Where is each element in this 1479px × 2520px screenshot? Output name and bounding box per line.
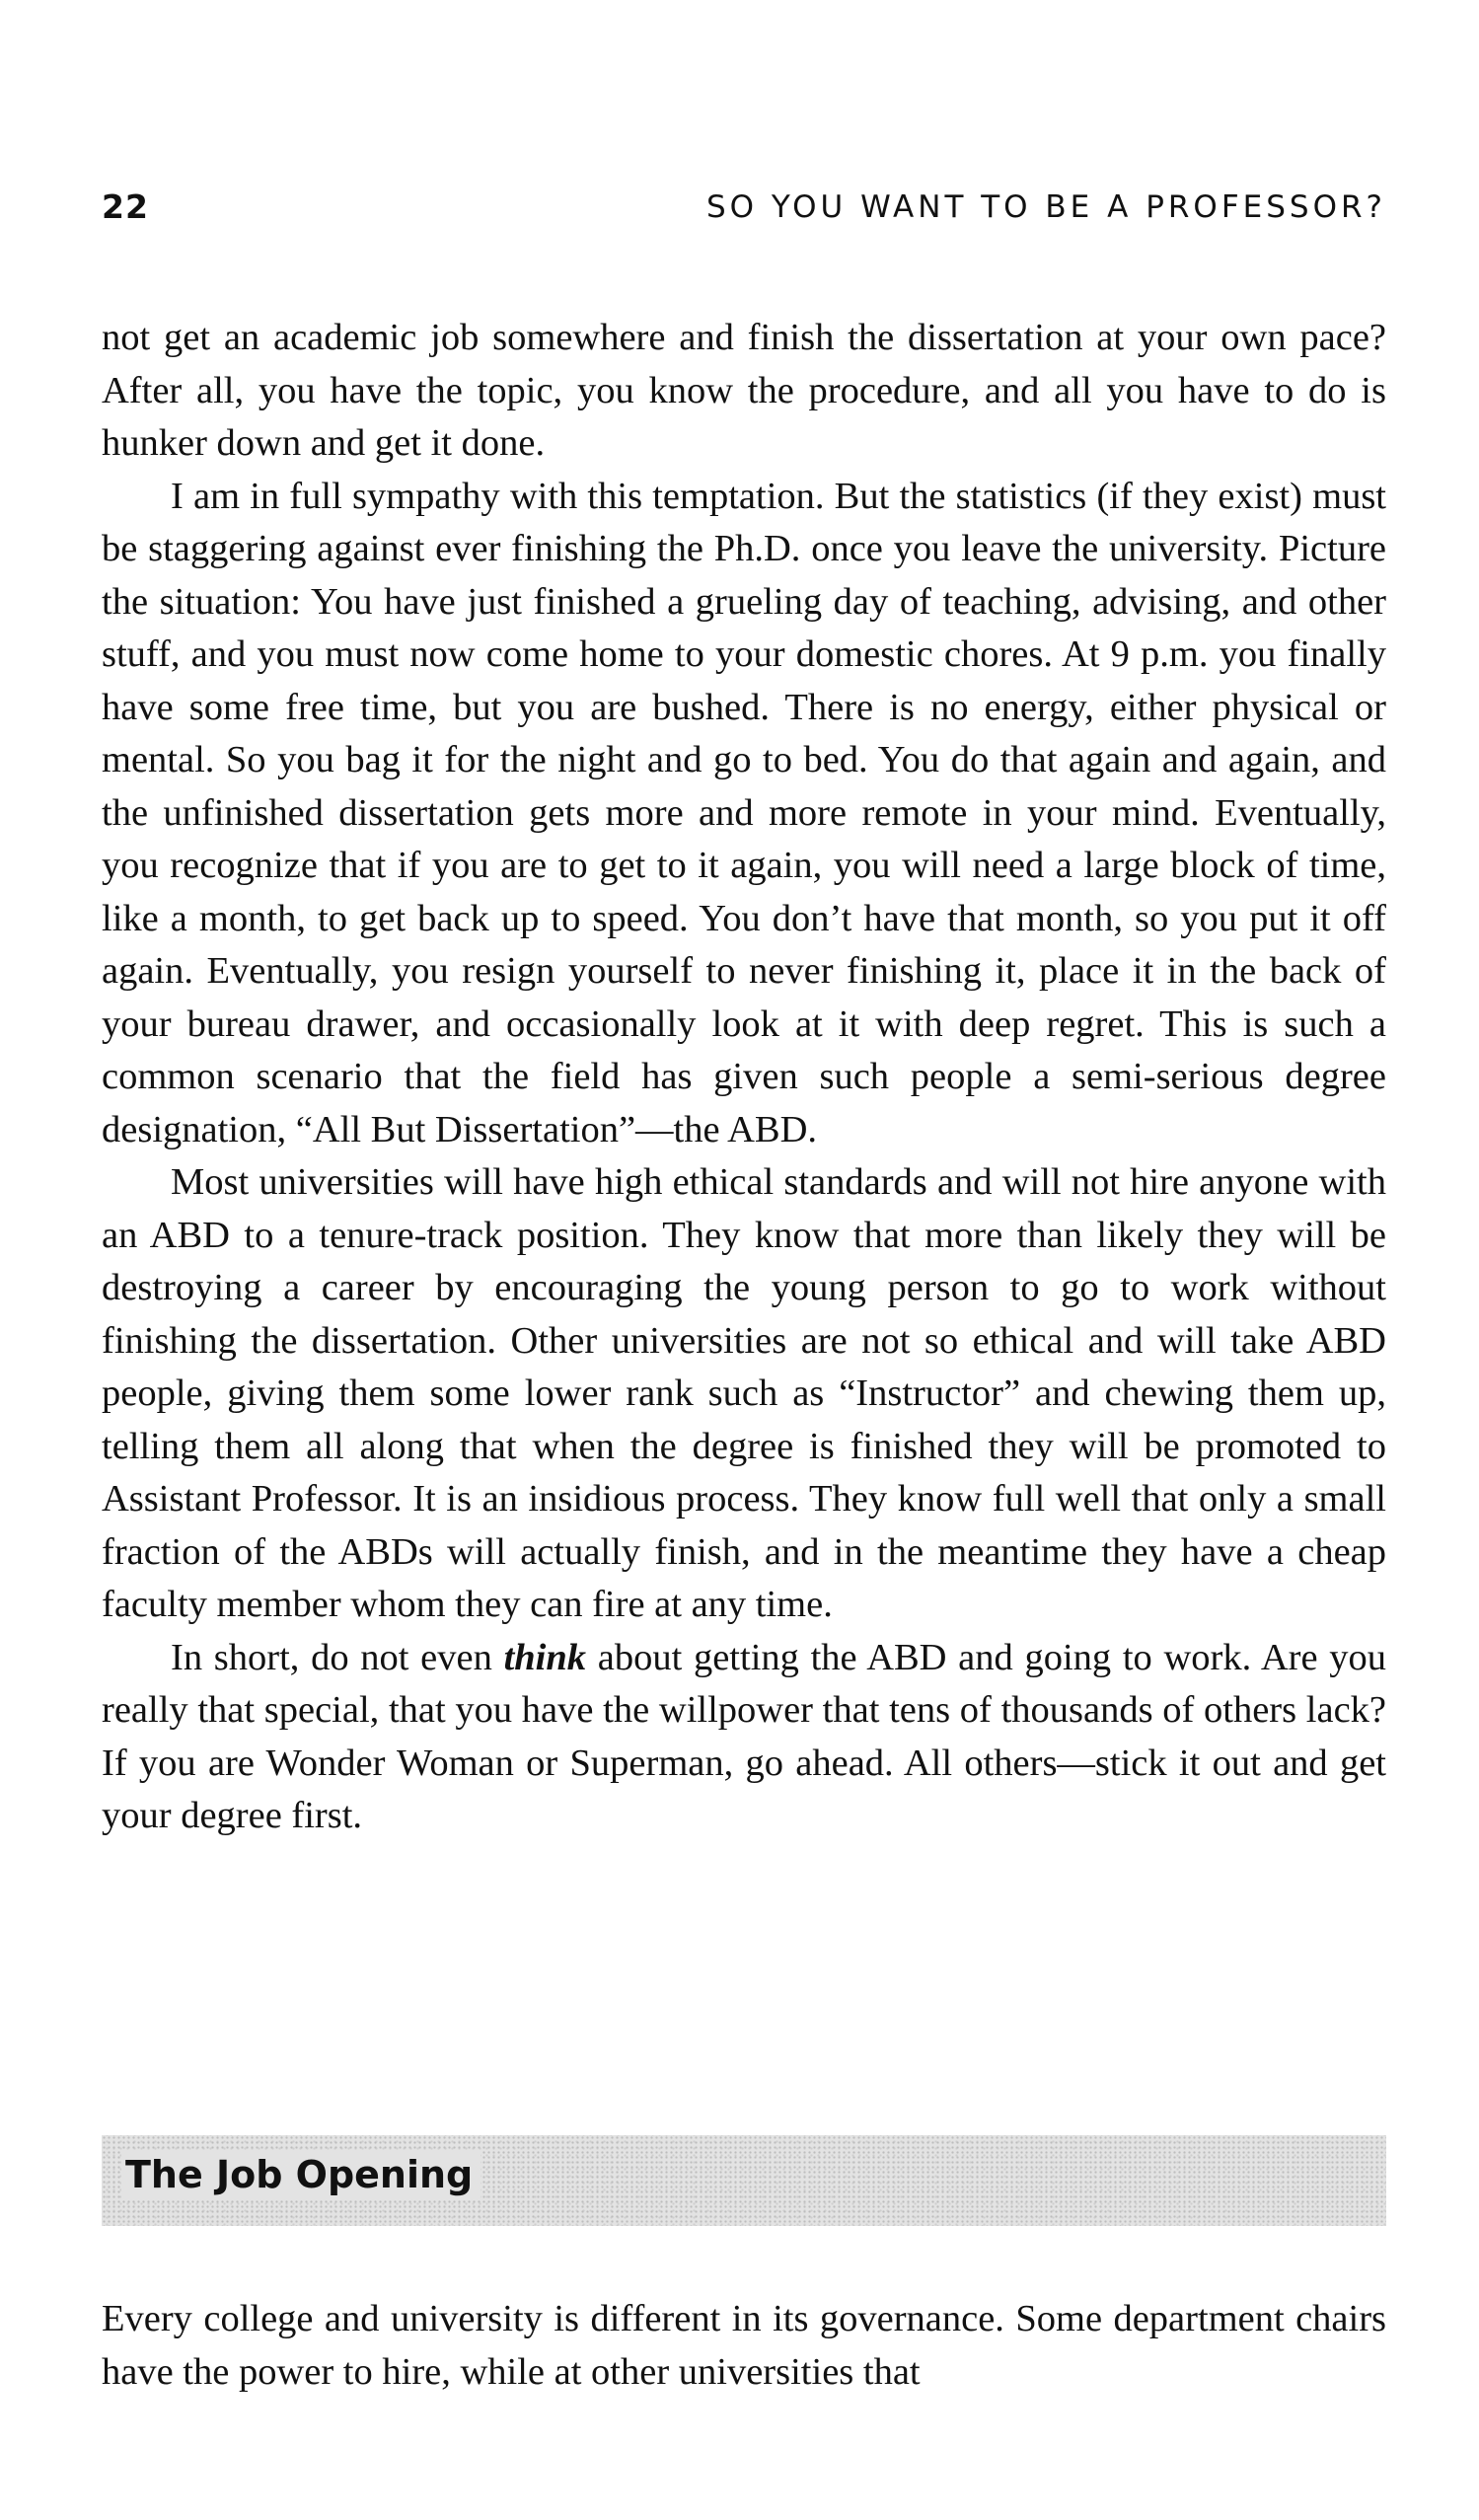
section-heading-bar [102, 2135, 1386, 2226]
paragraph-text: In short, do not even [171, 1636, 504, 1678]
paragraph [102, 1632, 1386, 1843]
section-text [102, 2293, 1386, 2399]
section-heading: The Job Opening [121, 2151, 481, 2200]
paragraph: I am in full sympathy with this temptation. But the statistics (if they exist) must be staggering against ever finishing the Ph.D. once you leave the university. Picture the situation: You have just finished a grueling day of teaching, advising, and other stuff, and you must now come home to your domestic chores. At 9 p.m. you finally have some free time, but you are bushed. There is no energy, either physical or mental. So you bag it for the night and go to bed. You do that again and again, and the unfinished dissertation gets more and more remote in your mind. Eventually, you recognize that if you are to get to it again, you will need a large block of time, like a month, to get back up to speed. You don’t have that month, so you put it off again. Eventually, you resign yourself to never finishing it, place it in the back of your bureau drawer, and occasionally look at it with deep regret. This is such a common scenario that the field has given such people a semi-serious degree designation, “All But Dissertation”—the ABD. [102, 475, 1386, 1150]
running-title: SO YOU WANT TO BE A PROFESSOR? [705, 189, 1386, 225]
emphasis-word: think [503, 1636, 587, 1678]
paragraph: Every college and university is different in its governance. Some department chairs have the power to hire, while at other universities that [102, 2298, 1386, 2393]
paragraph: Most universities will have high ethical standards and will not hire anyone with an ABD to a tenure-track position. They know that more than likely they will be destroying a career by encouraging the young person to go to work without finishing the dissertation. Other universities are not so ethical and will take ABD people, giving them some lower rank such as “Instructor” and chewing them up, telling them all along that when the degree is finished they will be promoted to Assistant Professor. It is an insidious process. They know full well that only a small fraction of the ABDs will actually finish, and in the meantime they have a cheap faculty member whom they can fire at any time. [102, 1161, 1386, 1625]
paragraph: not get an academic job somewhere and finish the dissertation at your own pace? After all, you have the topic, you know the procedure, and all you have to do is hunker down and get it done. [102, 317, 1386, 464]
body-text [102, 312, 1386, 1843]
page-number: 22 [102, 187, 149, 226]
paragraph-text: about getting the ABD and going to work. Are you really that special, that you have the willpower that tens of thousands of others lack? If you are Wonder Woman or Superman, go ahead. All others—stick it out and get your degree first. [102, 1636, 1386, 1836]
running-head [102, 187, 1386, 237]
